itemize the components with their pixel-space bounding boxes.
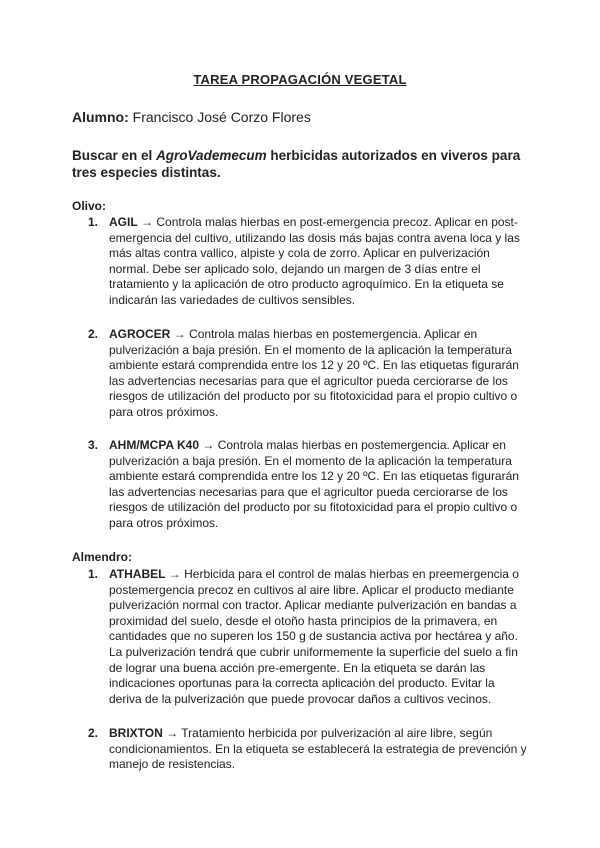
item-number: 3. — [88, 438, 99, 452]
section-label-almendro: Almendro: — [72, 550, 132, 564]
document-title: TAREA PROPAGACIÓN VEGETAL — [193, 72, 407, 87]
item-name: ATHABEL — [109, 567, 166, 581]
arrow-icon: → — [173, 327, 186, 341]
item-text: Controla malas hierbas en post-emergencia precoz. Aplicar en post-emergencia del cultivo, utilizando las dosis más bajas contra avena loca y las más altas contra vallico, alpiste y cola de zorro. Aplicar en pulverización normal. Debe ser aplicado solo, dejando un margen de 3 días entre el tratamiento y la aplicación de otro producto agroquímico. En la etiqueta se indicarán las variedades de cultivos sensibles. — [109, 215, 520, 307]
item-number: 1. — [88, 215, 99, 229]
item-name: AGIL — [109, 215, 138, 229]
item-number: 1. — [88, 567, 99, 581]
item-text: Herbicida para el control de malas hierbas en preemergencia o postemergencia precoz en cultivos al aire libre. Aplicar el producto mediante pulverización normal con tractor. Aplicar mediante pulverización en bandas a proximidad del suelo, desde el otoño hasta principios de la primavera, en cantidades que no superen los 150 g de sustancia activa por hectárea y año. La pulverización tendrá que cubrir uniformemente la superficie del suelo a fin de lograr una buena acción pre-emergente. En la etiqueta se darán las indicaciones oportunas para la correcta aplicación del producto. Evitar la deriva de la pulverización que puede provocar daños a cultivos vecinos. — [109, 567, 519, 706]
item-number: 2. — [88, 726, 99, 740]
list-item-agrocer — [88, 327, 530, 421]
student-line — [72, 109, 311, 125]
item-text: Controla malas hierbas en postemergencia. Aplicar en pulverización a baja presión. En el momento de la aplicación la temperatura ambiente estará comprendida entre los 12 y 20 ºC. En las etiquetas figurarán las advertencias necesarias para que el agricultor pueda cerciorarse de los riesgos de utilización del producto por su fitotoxicidad para el propio cultivo o para otros próximos. — [109, 438, 519, 530]
arrow-icon: → — [141, 215, 154, 229]
list-item-brixton — [88, 726, 530, 773]
task-after: herbicidas autorizados en viveros para tres especies distintas. — [72, 148, 521, 180]
arrow-icon: → — [166, 726, 179, 740]
task-statement — [72, 147, 532, 181]
arrow-icon: → — [202, 438, 215, 452]
task-before: Buscar en el — [72, 148, 153, 163]
item-text: Tratamiento herbicida por pulverización al aire libre, según condicionamientos. En la etiqueta se establecerá la estrategia de prevención y manejo de resistencias. — [109, 726, 527, 772]
arrow-icon: → — [168, 567, 181, 581]
section-label-olivo: Olivo: — [72, 199, 107, 213]
item-name: AGROCER — [109, 327, 171, 341]
item-text: Controla malas hierbas en postemergencia. Aplicar en pulverización a baja presión. En el momento de la aplicación la temperatura ambiente estará comprendida entre los 12 y 20 ºC. En las etiquetas figurarán las advertencias necesarias para que el agricultor pueda cerciorarse de los riesgos de utilización del producto por su fitotoxicidad para el propio cultivo o para otros próximos. — [109, 327, 519, 419]
student-name: Francisco José Corzo Flores — [132, 109, 311, 125]
list-item-ahm-mcpa — [88, 438, 530, 532]
list-item-agil — [88, 215, 530, 309]
list-item-athabel — [88, 567, 530, 707]
item-number: 2. — [88, 327, 99, 341]
student-label: Alumno: — [72, 109, 129, 125]
item-name: AHM/MCPA K40 — [109, 438, 200, 452]
item-name: BRIXTON — [109, 726, 163, 740]
task-emphasis: AgroVademecum — [156, 148, 267, 163]
